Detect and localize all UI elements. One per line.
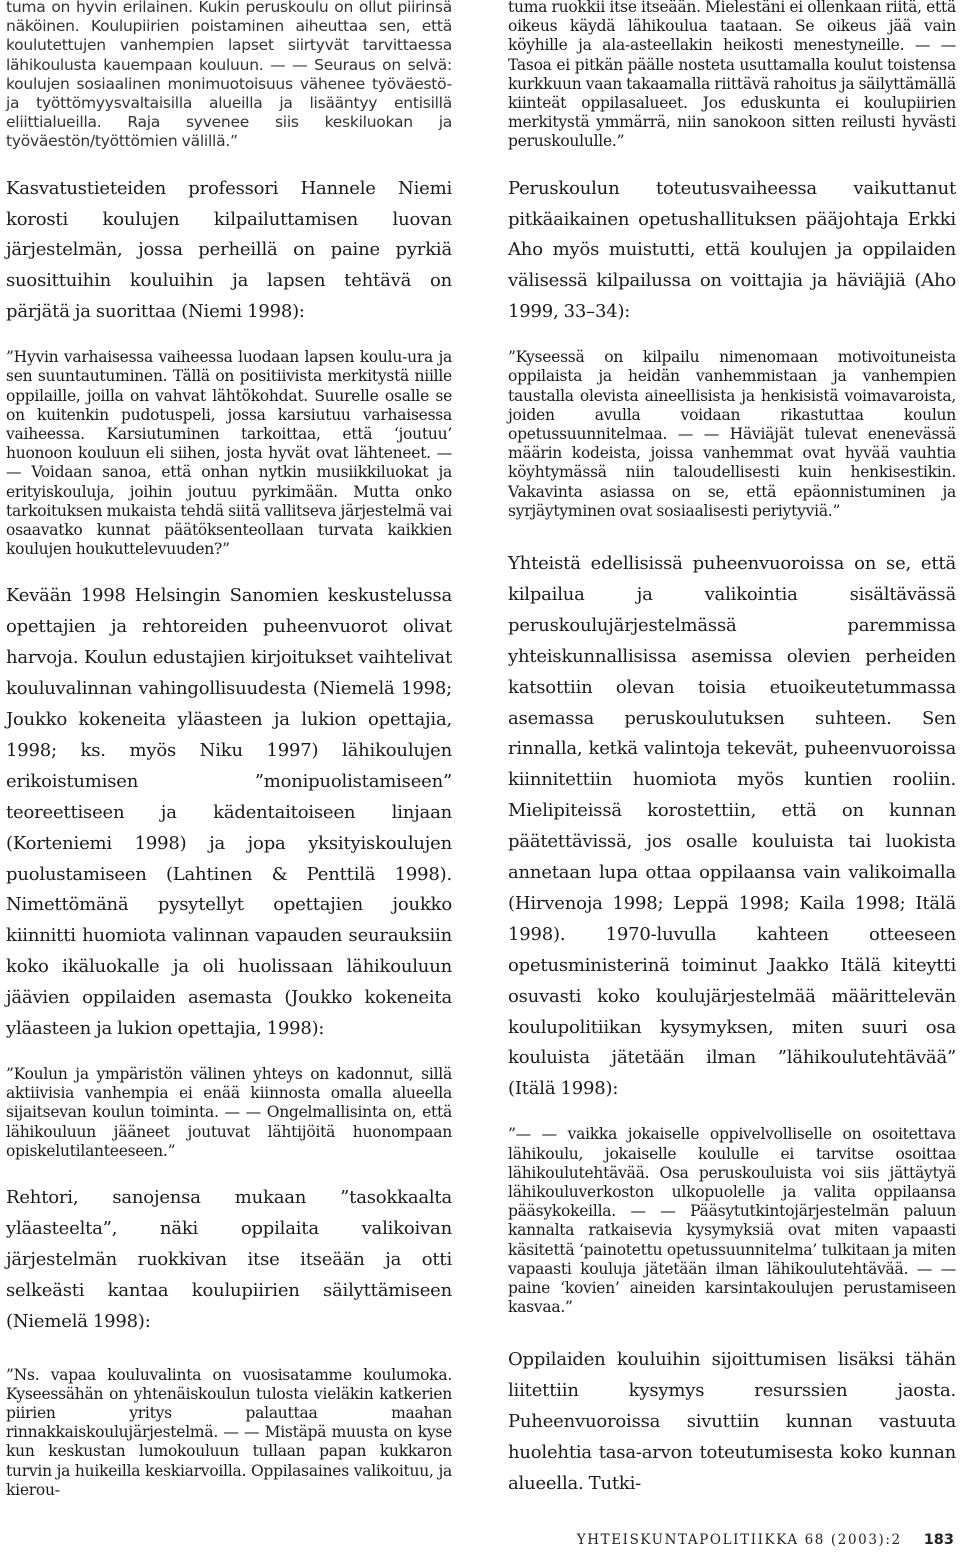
page-number: 183: [923, 1532, 954, 1548]
body-paragraph: Rehtori, sanojensa mukaan ”tasokkaalta yläasteelta”, näki oppilaita valikoivan järjestelmän ruokkivan itse itseään ja otti selkeästi kantaa koulupiirien säilyttämiseen (Niemelä 1998):: [6, 1187, 452, 1332]
quote-paragraph: tuma ruokkii itse itseään. Mielestäni ei ollenkaan riitä, että oikeus käydä lähikoulua taataan. Se oikeus jää vain köyhille ja ala-asteellakin heikosti menestyneille. — — Tasoa ei pitkän päälle nosteta usuttamalla koulut toistensa kurkkuun vaan takaamalla riittävä rahoitus ja säilyttämällä kiinteät oppilasalueet. Jos eduskunta ei koulupiirien merkitystä ymmärrä, niin sanokoon sitten reilusti hyvästi peruskoululle.”: [508, 0, 956, 151]
quote-paragraph: ”— — vaikka jokaiselle oppivelvolliselle on osoitettava lähikoulu, jokaiselle koululle ei tarvitse osoittaa lähikoulutehtävää. Osa peruskouluista voi siis jättäytyä lähikouluverkoston ulkopuolelle ja valita oppilaansa pääsykokeilla. — — Pääsytutkintojärjestelmän paluun kannalta ratkaisevia kysymyksiä ovat miten vapaasti käsitettä ‘painotettu opetussuunnitelma’ tulkitaan ja miten vapaasti kouluja jätetään ilman lähikoulutehtävää. — — paine ‘kovien’ aineiden karsintakoulujen perustamiseen kasvaa.”: [508, 1125, 956, 1317]
quote-paragraph: ”Ns. vapaa kouluvalinta on vuosisatamme koulumoka. Kyseessähän on yhtenäiskoulun tulosta vieläkin katkerien piirien yritys palauttaa maahan rinnakkaiskoulujärjestelmä. — — Mistäpä muusta on kyse kun keskustan lumokouluun tullaan papan kukkaron turvin ja huikeilla keskiarvoilla. Oppilasaines valikoituu, ja kierou-: [6, 1365, 452, 1499]
left-column: [6, 0, 452, 1500]
journal-name: YHTEISKUNTAPOLITIIKKA 68 (2003):2: [576, 1532, 902, 1548]
body-paragraph: Oppilaiden kouluihin sijoittumisen lisäksi tähän liitettiin kysymys resurssien jaosta. Puheenvuoroissa sivuttiin kunnan vastuuta huolehtia tasa-arvon toteutumisesta koko kunnan alueella. Tutki-: [508, 1349, 956, 1494]
quote-paragraph: tuma on hyvin erilainen. Kukin peruskoulu on ollut piirinsä näköinen. Koulupiirien poistaminen aiheuttaa sen, että koulutettujen vanhempien lapset siirtyvät tarvittaessa lähikoulusta kauempaan kouluun. — — Seuraus on selvä: koulujen sosiaalinen monimuotoisuus vähenee työväestö- ja työttömyysvaltaisilla alueilla ja lisääntyy entisillä eliittialueilla. Raja syvenee siis keskiluokan ja työväestön/työttömien välillä.”: [6, 0, 452, 151]
body-paragraph: Kevään 1998 Helsingin Sanomien keskustelussa opettajien ja rehtoreiden puheenvuorot olivat harvoja. Koulun edustajien kirjoitukset vaihtelivat kouluvalinnan vahingollisuudesta (Niemelä 1998; Joukko kokeneita yläasteen ja lukion opettajia, 1998; ks. myös Niku 1997) lähikoulujen erikoistumisen ”monipuolistamiseen” teoreettiseen ja kädentaitoiseen linjaan (Korteniemi 1998) ja jopa yksityiskoulujen puolustamiseen (Lahtinen & Penttilä 1998). Nimettömänä pysytellyt opettajien joukko kiinnitti huomiota valinnan vapauden seurauksiin koko ikäluokalle ja oli huolissaan lähikouluun jäävien oppilaiden asemasta (Joukko kokeneita yläasteen ja lukion opettajia, 1998):: [6, 585, 452, 1040]
quote-paragraph: ”Kyseessä on kilpailu nimenomaan motivoituneista oppilaista ja heidän vanhemmistaan ja vanhempien taustalla olevista aineellisista ja henkisistä voimavaroista, joiden avulla voidaan rikastuttaa koulun opetussuunnitelmaa. — — Häviäjät tulevat enenevässä määrin kodeista, joissa vanhemmat ovat hyvää vauhtia köyhtymässä niin taloudellisesti kuin henkisestikin. Vakavinta asiassa on se, että epäonnistuminen ja syrjäytyminen ovat sosiaalisesti periytyviä.”: [508, 348, 956, 520]
right-column: [508, 0, 956, 1500]
body-paragraph: Yhteistä edellisissä puheenvuoroissa on se, että kilpailua ja valikointia sisältävässä peruskoulujärjestelmässä paremmissa yhteiskunnallisissa asemissa olevien perheiden katsottiin olevan toisia etuoikeutetummassa asemassa peruskoulutuksen suhteen. Sen rinnalla, ketkä valintoja tekevät, puheenvuoroissa kiinnitettiin huomiota myös kuntien rooliin. Mielipiteissä korostettiin, että on kunnan päätettävissä, jos osalle kouluista tai luokista annetaan lupa ottaa oppilaansa vain valikoimalla (Hirvenoja 1998; Leppä 1998; Kaila 1998; Itälä 1998). 1970-luvulla kahteen otteeseen opetusministerinä toiminut Jaakko Itälä kiteytti osuvasti koko koulujärjestelmää määrittelevän koulupolitiikan kysymyksen, miten suuri osa kouluista jätetään ilman ”lähikoulutehtävää” (Itälä 1998):: [508, 552, 956, 1100]
page-footer: [577, 1532, 954, 1548]
body-paragraph: Kasvatustieteiden professori Hannele Niemi korosti koulujen kilpailuttamisen luovan järjestelmän, jossa perheillä on paine pyrkiä suosittuihin kouluihin ja lapsen tehtävä on pärjätä ja suorittaa (Niemi 1998):: [6, 177, 452, 323]
body-paragraph: Peruskoulun toteutusvaiheessa vaikuttanut pitkäaikainen opetushallituksen pääjohtaja Erkki Aho myös muistutti, että koulujen ja oppilaiden välisessä kilpailussa on voittajia ja häviäjiä (Aho 1999, 33–34):: [508, 177, 956, 323]
quote-paragraph: ”Hyvin varhaisessa vaiheessa luodaan lapsen koulu-ura ja sen suuntautuminen. Tällä on positiivista merkitystä niille oppilaille, joilla on vahvat lähtökohdat. Suurelle osalle se on kuitenkin pudotuspeli, jossa karsiutuu varhaisessa vaiheessa. Karsiutuminen tarkoittaa, että ‘joutuu’ huonoon kouluun eli siihen, josta hyvät ovat lähteneet. — — Voidaan sanoa, että onhan nytkin musiikkiluokat ja erityiskouluja, joihin joutuu pyrkimään. Mutta onko tarkoituksen mukaista tehdä siitä vallitseva järjestelmä vai osaavatko kunnat päätöksenteollaan turvata kaikkien koulujen houkuttelevuuden?”: [6, 348, 452, 559]
quote-paragraph: ”Koulun ja ympäristön välinen yhteys on kadonnut, sillä aktiivisia vanhempia ei enää kiinnosta omalla alueella sijaitsevan koulun toiminta. — — Ongelmallisinta on, että lähikouluun jääneet joutuvat lähtijöitä huonompaan opiskelutilanteeseen.”: [6, 1064, 452, 1160]
